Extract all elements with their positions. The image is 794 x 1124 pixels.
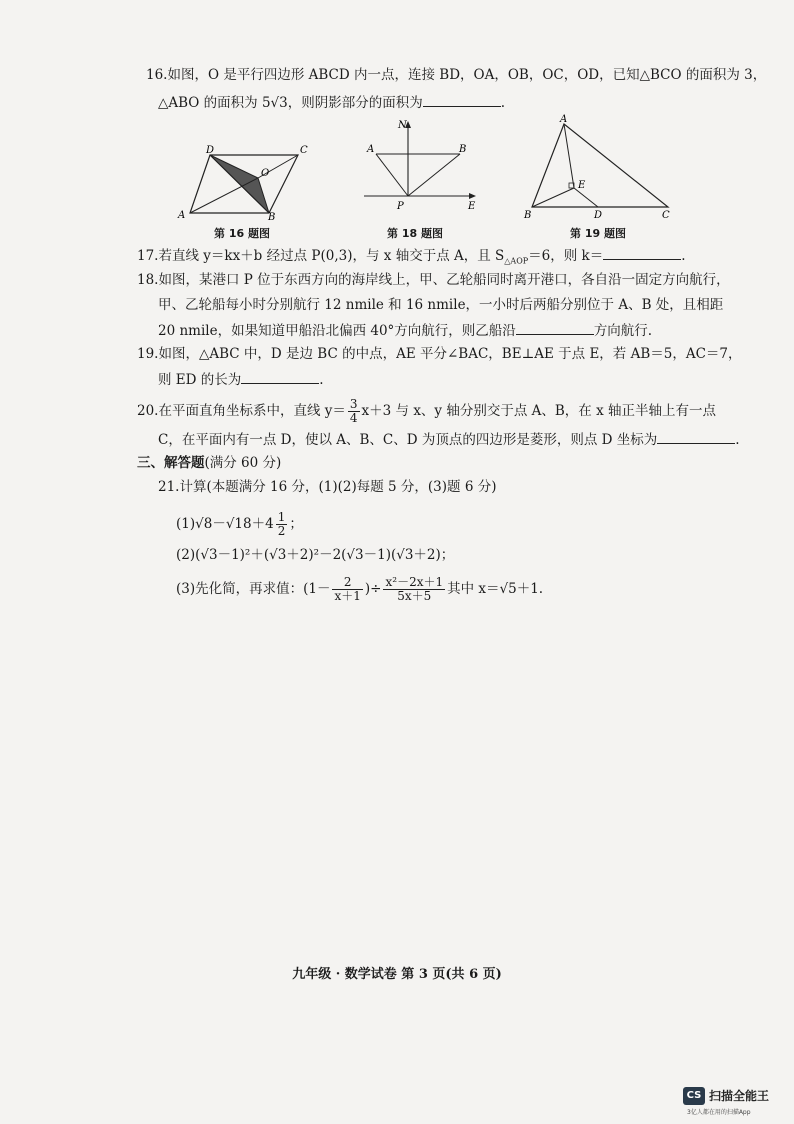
q20-line2-text: C，在平面内有一点 D，使以 A、B、C、D 为顶点的四边形是菱形，则点 D 坐标为 — [158, 432, 658, 448]
watermark-app-name: 扫描全能王 — [709, 1089, 770, 1103]
q18-line1: 18.如图，某港口 P 位于东西方向的海岸线上，甲、乙轮船同时离开港口，各自沿一固定方向航行， — [137, 272, 730, 288]
q21-title: 21.计算(本题满分 16 分，(1)(2)每题 5 分，(3)题 6 分) — [158, 479, 497, 495]
q21-p3-f1-num: 2 — [332, 576, 362, 590]
fig18-caption: 第 18 题图 — [387, 227, 443, 240]
q16-line2-text: △ABO 的面积为 5√3，则阴影部分的面积为 — [158, 95, 423, 111]
fig18-east-arrow — [469, 193, 476, 199]
q16-answer-blank — [423, 93, 501, 107]
camscanner-logo: CS — [683, 1087, 705, 1105]
fig16-label-o: O — [261, 168, 270, 179]
fig18-label-b: B — [459, 144, 467, 155]
q17-subscript: △AOP — [504, 256, 529, 266]
q21-p1-text: (1)√8－√18＋4 — [176, 516, 274, 532]
q18-answer-blank — [516, 321, 594, 335]
fig16-label-b: B — [268, 212, 276, 223]
q17-text2: ＝6，则 k＝ — [528, 248, 604, 264]
q17-answer-blank — [603, 246, 681, 260]
fig18-line-pa — [376, 154, 408, 196]
scanner-watermark — [683, 1085, 791, 1119]
fig18-label-e: E — [468, 201, 476, 212]
q17-end: . — [681, 248, 686, 264]
q21-p3-fraction2 — [383, 576, 445, 603]
q20-fraction — [348, 398, 360, 425]
fig18-line-pb — [408, 154, 460, 196]
q21-p1-end: ； — [289, 516, 303, 532]
q21-p1-fraction — [276, 511, 288, 538]
q20-frac-num: 3 — [349, 397, 358, 411]
q21-p1-num: 1 — [277, 510, 286, 524]
q19-answer-blank — [241, 370, 319, 384]
q20-answer-blank — [657, 430, 735, 444]
fig18-label-a: A — [367, 144, 375, 155]
q19-line1: 19.如图，△ABC 中，D 是边 BC 的中点，AE 平分∠BAC，BE⊥AE 于点 E，若 AB＝5，AC＝7， — [137, 346, 742, 362]
q21-p3-text-c: 其中 x＝√5＋1. — [447, 581, 544, 597]
q20-line2 — [158, 430, 740, 449]
q16-line2-end: . — [500, 95, 506, 111]
q16-line1: 16.如图，O 是平行四边形 ABCD 内一点，连接 BD，OA，OB，OC，OD，已知△BCO 的面积为 3， — [146, 67, 767, 83]
q20-text-b: x＋3 与 x、y 轴分别交于点 A、B，在 x 轴正半轴上有一点 — [361, 403, 717, 419]
fig19-caption: 第 19 题图 — [570, 227, 626, 240]
fig16-label-d: D — [206, 145, 215, 156]
q21-p1-den: 2 — [277, 524, 286, 538]
q20-text-a: 20.在平面直角坐标系中，直线 y＝ — [137, 403, 346, 419]
q20-line1 — [137, 398, 716, 425]
q18-line2: 甲、乙轮船每小时分别航行 12 nmile 和 16 nmile，一小时后两船分别位于 A、B 处，且相距 — [158, 297, 724, 313]
q21-p3-f2-num: x²－2x＋1 — [385, 575, 444, 589]
fig16-caption: 第 16 题图 — [214, 227, 270, 240]
figure-16 — [172, 142, 332, 224]
q17-text: 17.若直线 y＝kx＋b 经过点 P(0,3)，与 x 轴交于点 A，且 S — [137, 248, 505, 264]
figure-19 — [520, 112, 680, 222]
fig16-label-a: A — [178, 210, 186, 221]
q18-line3-end: 方向航行. — [593, 323, 653, 339]
fig18-label-n: N — [398, 120, 407, 131]
q21-p3-fraction1 — [332, 576, 362, 603]
q19-line2-text: 则 ED 的长为 — [158, 372, 242, 388]
q18-line3-text: 20 nmile，如果知道甲船沿北偏西 40°方向航行，则乙船沿 — [158, 323, 516, 339]
page-footer: 九年级 · 数学试卷 第 3 页(共 6 页) — [292, 967, 502, 982]
q16-line2 — [158, 93, 505, 112]
q21-p3-text-a: (3)先化简，再求值：(1－ — [176, 581, 331, 597]
q18-line3 — [158, 321, 652, 340]
fig19-line-ae — [564, 124, 574, 188]
fig19-label-c: C — [662, 210, 670, 221]
section3-note: (满分 60 分) — [204, 455, 282, 471]
q20-line2-end: . — [735, 432, 740, 448]
q20-frac-den: 4 — [349, 411, 358, 425]
q21-p3-text-b: )÷ — [364, 581, 382, 597]
q21-part1 — [176, 510, 303, 538]
fig19-label-b: B — [524, 210, 532, 221]
fig19-label-e: E — [578, 180, 586, 191]
fig18-label-p: P — [397, 201, 404, 212]
q19-line2 — [158, 370, 324, 389]
fig19-triangle-abc — [532, 124, 668, 207]
fig19-label-d: D — [594, 210, 603, 221]
q19-line2-end: . — [319, 372, 324, 388]
fig16-label-c: C — [300, 145, 308, 156]
q21-p3-f1-den: x＋1 — [334, 589, 361, 603]
section3-title: 三、解答题 — [137, 455, 205, 471]
fig19-label-a: A — [560, 114, 568, 125]
figure-18 — [362, 116, 484, 218]
q21-p3-f2-den: 5x＋5 — [397, 589, 432, 603]
q17-line — [137, 246, 686, 271]
q21-part3 — [176, 574, 543, 604]
section3-heading — [137, 454, 281, 472]
q21-part2: (2)(√3－1)²＋(√3＋2)²－2(√3－1)(√3＋2)； — [176, 547, 455, 563]
watermark-tagline: 3亿人都在用的扫描App — [687, 1109, 751, 1116]
